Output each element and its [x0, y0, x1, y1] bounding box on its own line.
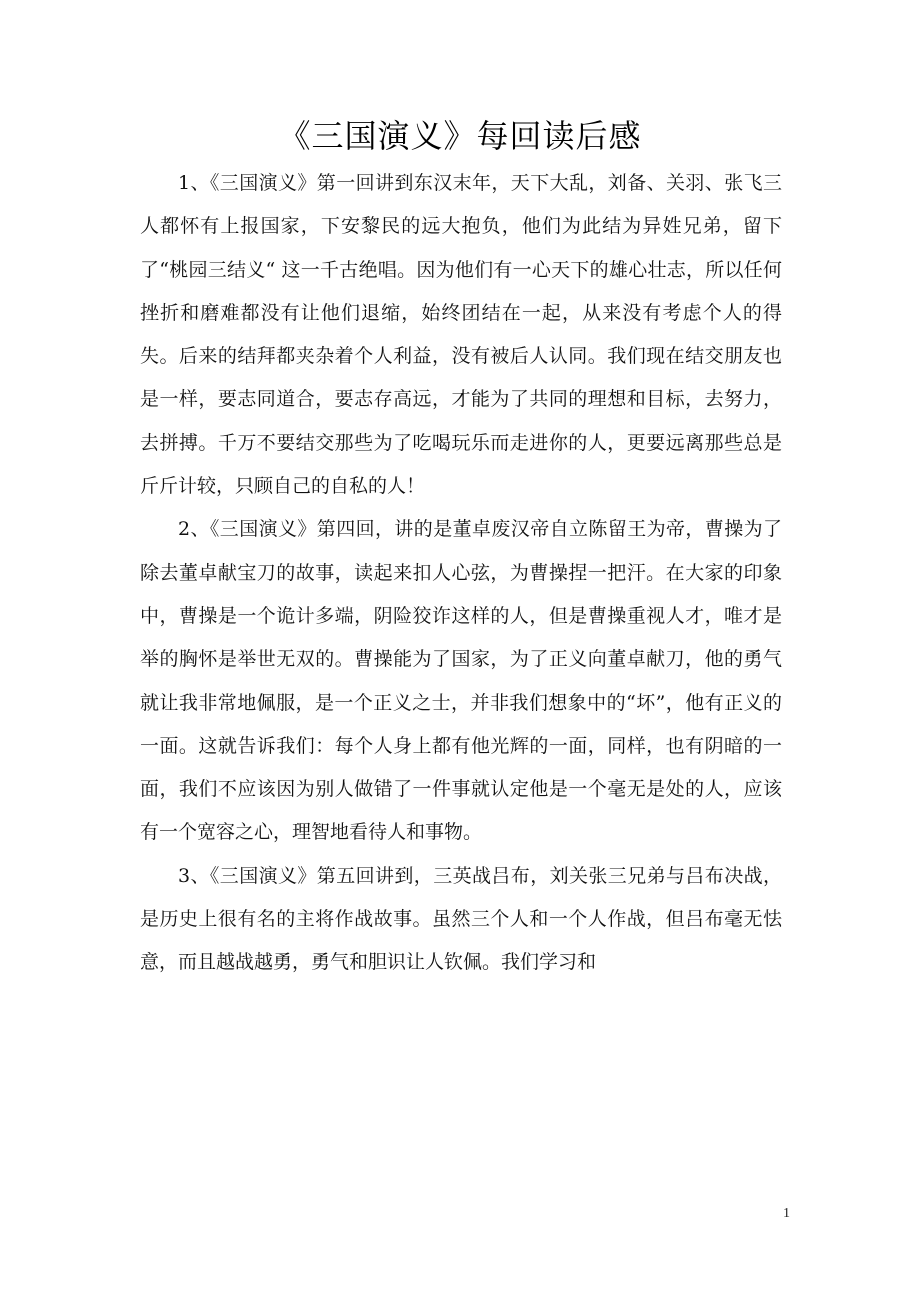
paragraph-2: 2、《三国演义》第四回，讲的是董卓废汉帝自立陈留王为帝，曹操为了除去董卓献宝刀的故事，读起来扣人心弦，为曹操捏一把汗。在大家的印象中，曹操是一个诡计多端，阴险狡诈这样的人，但是曹操重视人才，唯才是举的胸怀是举世无双的。曹操能为了国家，为了正义向董卓献刀，他的勇气就让我非常地佩服，是一个正义之士，并非我们想象中的“坏”，他有正义的一面。这就告诉我们：每个人身上都有他光辉的一面，同样，也有阴暗的一面，我们不应该因为别人做错了一件事就认定他是一个毫无是处的人，应该有一个宽容之心，理智地看待人和事物。	[140, 518, 782, 844]
page-number: 1	[783, 1206, 790, 1221]
document-title: 《三国演义》每回读后感	[278, 117, 642, 155]
document-body	[140, 162, 782, 985]
paragraph-1: 1、《三国演义》第一回讲到东汉末年，天下大乱，刘备、关羽、张飞三人都怀有上报国家，下安黎民的远大抱负，他们为此结为异姓兄弟，留下了“桃园三结义“ 这一千古绝唱。因为他们有一心天下的雄心壮志，所以任何挫折和磨难都没有让他们退缩，始终团结在一起，从来没有考虑个人的得失。后来的结拜都夹杂着个人利益，没有被后人认同。我们现在结交朋友也是一样，要志同道合，要志存高远，才能为了共同的理想和目标，去努力，去拼搏。千万不要结交那些为了吃喝玩乐而走进你的人，更要远离那些总是斤斤计较，只顾自己的自私的人！	[140, 172, 782, 498]
paragraph-3: 3、《三国演义》第五回讲到，三英战吕布，刘关张三兄弟与吕布决战，是历史上很有名的主将作战故事。虽然三个人和一个人作战，但吕布毫无怯意，而且越战越勇，勇气和胆识让人钦佩。我们学习和	[140, 864, 782, 974]
